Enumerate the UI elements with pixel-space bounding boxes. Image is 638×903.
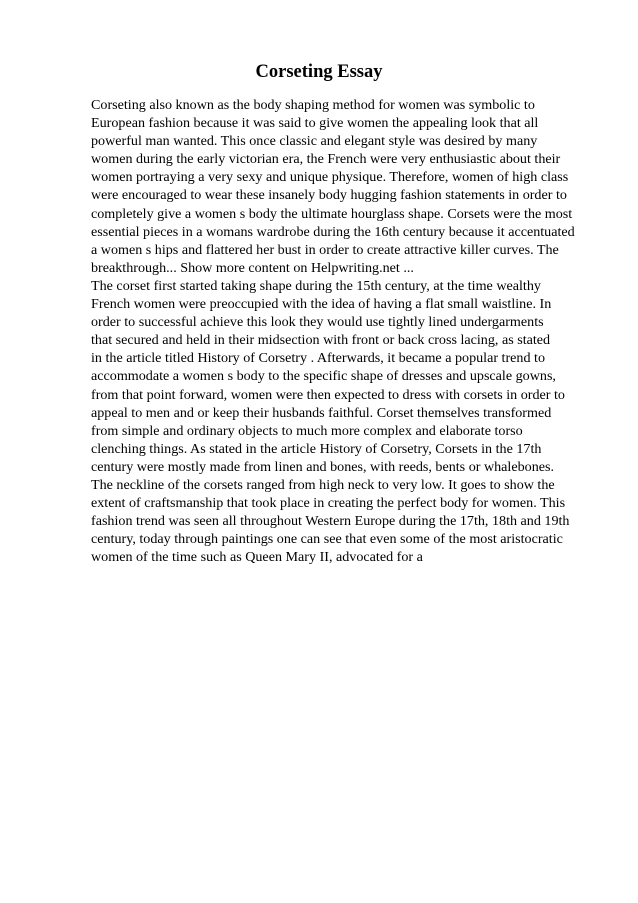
body-line: essential pieces in a womans wardrobe during the 16th century because it accentuated (91, 223, 575, 240)
body-line: century were mostly made from linen and bones, with reeds, bents or whalebones. (91, 458, 555, 475)
body-line: powerful man wanted. This once classic and elegant style was desired by many (91, 133, 538, 150)
body-line: breakthrough... Show more content on Helpwriting.net ... (91, 259, 414, 276)
body-line: European fashion because it was said to give women the appealing look that all (91, 115, 539, 132)
body-line: that secured and held in their midsection with front or back cross lacing, as stated (91, 332, 551, 349)
body-line: extent of craftsmanship that took place in creating the perfect body for women. This (91, 495, 566, 512)
body-line: women of the time such as Queen Mary II, advocated for a (91, 549, 423, 566)
body-line: women portraying a very sexy and unique physique. Therefore, women of high class (91, 169, 569, 186)
body-line: clenching things. As stated in the article History of Corsetry, Corsets in the 17th (91, 440, 542, 457)
body-line: from that point forward, women were then expected to dress with corsets in order to (91, 386, 565, 403)
body-line: The corset first started taking shape during the 15th century, at the time wealthy (91, 277, 541, 294)
body-line: were encouraged to wear these insanely body hugging fashion statements in order to (91, 187, 567, 204)
body-line: a women s hips and flattered her bust in order to create attractive killer curves. The (91, 241, 559, 258)
body-line: women during the early victorian era, the French were very enthusiastic about their (91, 151, 561, 168)
body-line: completely give a women s body the ultimate hourglass shape. Corsets were the most (91, 205, 573, 222)
document-title: Corseting Essay (255, 62, 383, 82)
body-line: Corseting also known as the body shaping method for women was symbolic to (91, 97, 535, 113)
body-line: French women were preoccupied with the idea of having a flat small waistline. In (91, 296, 552, 313)
body-line: fashion trend was seen all throughout Western Europe during the 17th, 18th and 19th (91, 513, 570, 530)
document-body (91, 96, 591, 566)
body-line: in the article titled History of Corsetry . Afterwards, it became a popular trend to (91, 350, 545, 367)
body-line: The neckline of the corsets ranged from high neck to very low. It goes to show the (91, 476, 555, 493)
body-line: from simple and ordinary objects to much more complex and elaborate torso (91, 422, 523, 439)
body-line: appeal to men and or keep their husbands faithful. Corset themselves transformed (91, 404, 552, 421)
body-line: accommodate a women s body to the specific shape of dresses and upscale gowns, (91, 368, 556, 385)
body-line: order to successful achieve this look they would use tightly lined undergarments (91, 314, 544, 331)
body-line: century, today through paintings one can see that even some of the most aristocratic (91, 531, 563, 548)
